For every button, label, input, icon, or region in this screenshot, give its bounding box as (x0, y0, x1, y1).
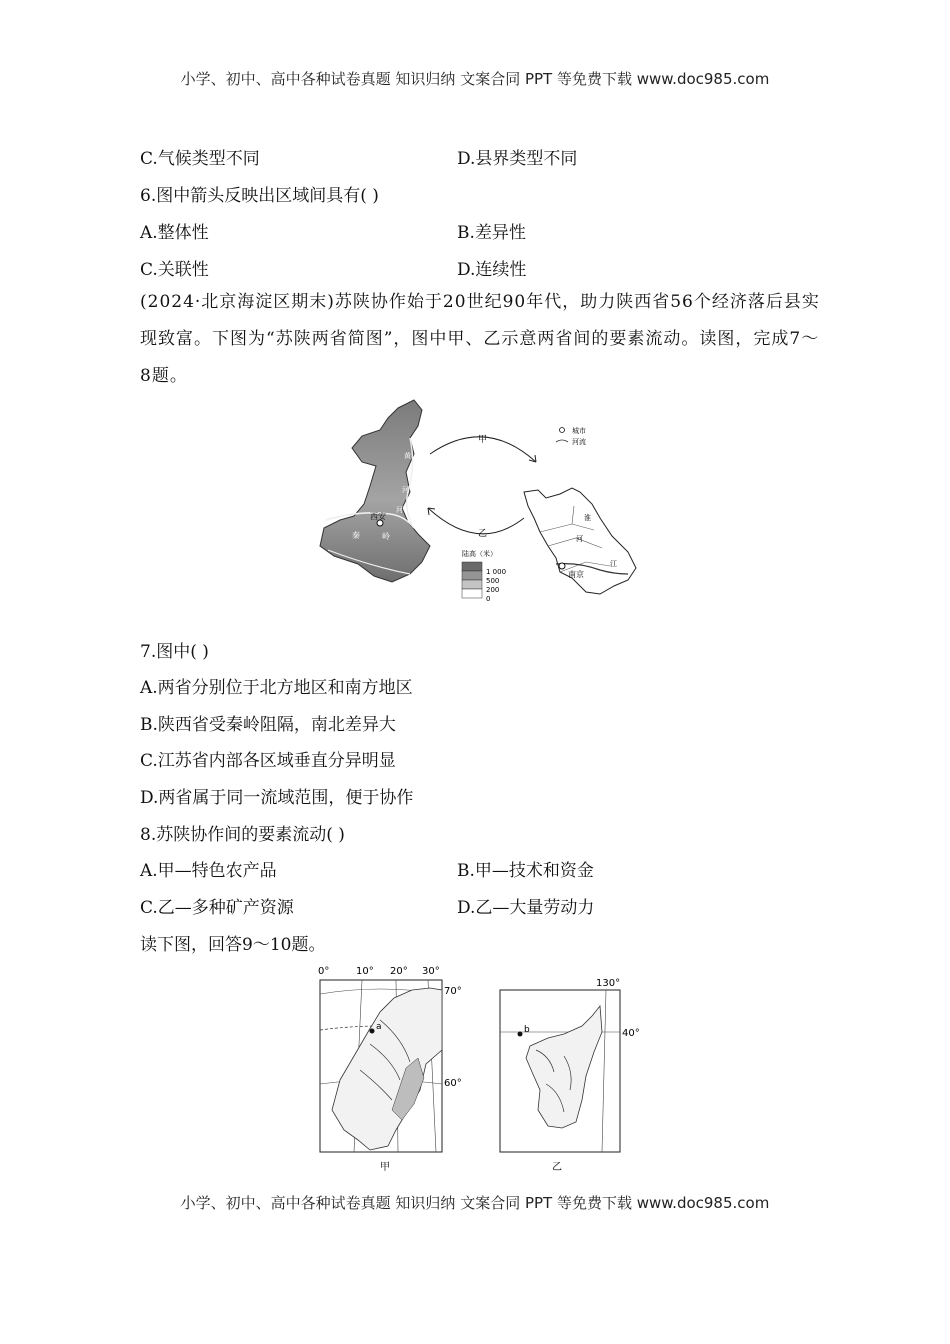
q7-stem: 7.图中( ) (140, 642, 209, 662)
legend-city-icon (560, 428, 565, 433)
he3-label: 河 (576, 535, 583, 543)
lat-40-label: 40° (622, 1028, 640, 1039)
lat-70-label: 70° (444, 986, 462, 997)
q7-option-b: B.陕西省受秦岭阻隔，南北差异大 (140, 715, 396, 735)
ling-label: 岭 (382, 532, 390, 541)
qin-label: 秦 (352, 531, 360, 540)
point-b-marker (518, 1032, 523, 1037)
elev-swatch-1000 (462, 562, 482, 571)
point-a-label: a (376, 1022, 382, 1032)
nanjing-label: 南京 (568, 570, 584, 579)
jiang-label: 江 (610, 560, 617, 568)
lon-130-label: 130° (596, 978, 621, 989)
legend-city-label: 城市 (572, 427, 586, 435)
elev-label-500: 500 (486, 577, 500, 585)
elev-label-0: 0 (486, 595, 491, 603)
q8-stem: 8.苏陕协作间的要素流动( ) (140, 825, 345, 845)
q6-option-b: B.差异性 (457, 223, 526, 243)
arrow-yi-label: 乙 (478, 529, 488, 539)
q5-option-c: C.气候类型不同 (140, 149, 260, 169)
caption-jia: 甲 (380, 1162, 390, 1173)
lon-0-label: 0° (318, 966, 330, 977)
elev-label-1000: 1 000 (486, 568, 507, 576)
legend-river-label: 河流 (572, 438, 586, 446)
page-header: 小学、初中、高中各种试卷真题 知识归纳 文案合同 PPT 等免费下载 www.doc985.com (180, 70, 770, 88)
q8-option-c: C.乙—多种矿产资源 (140, 898, 294, 918)
legend-river-icon (556, 440, 568, 442)
point-a-marker (370, 1029, 375, 1034)
q6-option-c: C.关联性 (140, 260, 209, 280)
point-b-label: b (524, 1025, 530, 1035)
q5-option-d: D.县界类型不同 (457, 149, 578, 169)
elev-legend-title: 陆高（米） (462, 550, 497, 558)
q8-option-a: A.甲—特色农产品 (140, 861, 277, 881)
q6-option-d: D.连续性 (457, 260, 527, 280)
elev-swatch-500 (462, 571, 482, 580)
map-korea (490, 960, 650, 1185)
lat-60-label: 60° (444, 1078, 462, 1089)
elev-swatch-200 (462, 580, 482, 589)
q6-option-a: A.整体性 (140, 223, 209, 243)
lon-30-label: 30° (422, 966, 440, 977)
shaanxi-province (320, 400, 430, 582)
xian-label: 西安 (370, 512, 386, 521)
q7-option-c: C.江苏省内部各区域垂直分异明显 (140, 751, 396, 771)
intro-9-10: 读下图，回答9～10题。 (140, 935, 326, 955)
caption-yi: 乙 (552, 1162, 562, 1173)
su-shaan-map (310, 396, 645, 611)
nanjing-city-marker (559, 563, 565, 569)
elev-swatch-0 (462, 589, 482, 598)
q8-option-d: D.乙—大量劳动力 (457, 898, 595, 918)
wei-label: 渭 (340, 510, 347, 518)
page-footer: 小学、初中、高中各种试卷真题 知识归纳 文案合同 PPT 等免费下载 www.doc985.com (180, 1194, 770, 1212)
he2-label: 河 (402, 486, 409, 494)
elev-label-200: 200 (486, 586, 500, 594)
map-scandinavia (310, 960, 470, 1185)
huang-label: 黄 (404, 452, 411, 460)
lon-20-label: 20° (390, 966, 408, 977)
arrow-yi (428, 508, 524, 534)
huai-label: 淮 (584, 514, 591, 522)
lon-10-label: 10° (356, 966, 374, 977)
q7-option-d: D.两省属于同一流域范围，便于协作 (140, 788, 414, 808)
q8-option-b: B.甲—技术和资金 (457, 861, 594, 881)
q6-stem: 6.图中箭头反映出区域间具有( ) (140, 186, 379, 206)
intro-7-8: (2024·北京海淀区期末)苏陕协作始于20世纪90年代，助力陕西省56个经济落后县实现致富。下图为“苏陕两省简图”，图中甲、乙示意两省间的要素流动。读图，完成7～8题。 (140, 292, 820, 386)
he-label: 河 (396, 506, 403, 514)
arrow-jia-label: 甲 (478, 435, 488, 445)
q7-option-a: A.两省分别位于北方地区和南方地区 (140, 678, 413, 698)
